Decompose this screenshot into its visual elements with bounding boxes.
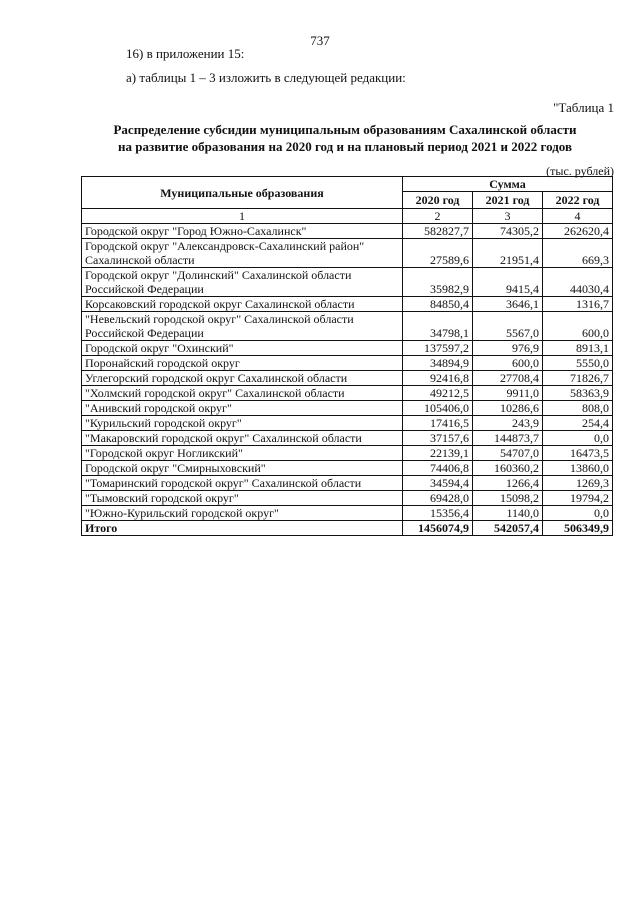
value-2021: 9415,4 (473, 268, 543, 297)
value-2022: 669,3 (543, 239, 613, 268)
intro-line-1: 16) в приложении 15: (126, 46, 245, 61)
value-2022: 0,0 (543, 431, 613, 446)
table-row (82, 297, 613, 312)
document-title (60, 121, 630, 155)
municipality-name: Поронайский городской округ (82, 356, 403, 371)
total-row (82, 521, 613, 536)
table-reference: "Таблица 1 (553, 100, 614, 115)
value-2022: 58363,9 (543, 386, 613, 401)
value-2021: 976,9 (473, 341, 543, 356)
subsidy-table (81, 176, 613, 536)
value-2020: 34894,9 (403, 356, 473, 371)
table-body (82, 224, 613, 536)
value-2022: 8913,1 (543, 341, 613, 356)
value-2021: 54707,0 (473, 446, 543, 461)
value-2020: 15356,4 (403, 506, 473, 521)
value-2020: 22139,1 (403, 446, 473, 461)
value-2020: 92416,8 (403, 371, 473, 386)
value-2021: 5567,0 (473, 312, 543, 341)
value-2021: 160360,2 (473, 461, 543, 476)
municipality-name: Городской округ "Охинский" (82, 341, 403, 356)
value-2020: 35982,9 (403, 268, 473, 297)
value-2021: 243,9 (473, 416, 543, 431)
municipality-name: Городской округ "Смирныховский" (82, 461, 403, 476)
title-line-2: на развитие образования на 2020 год и на плановый период 2021 и 2022 годов (118, 139, 572, 154)
table-row (82, 506, 613, 521)
table-row (82, 386, 613, 401)
total-2021: 542057,4 (473, 521, 543, 536)
value-2021: 10286,6 (473, 401, 543, 416)
value-2020: 17416,5 (403, 416, 473, 431)
value-2020: 34594,4 (403, 476, 473, 491)
value-2022: 44030,4 (543, 268, 613, 297)
municipality-name: "Холмский городской округ" Сахалинской области (82, 386, 403, 401)
value-2022: 13860,0 (543, 461, 613, 476)
column-index: 3 (473, 209, 543, 224)
header-year-2020: 2020 год (403, 192, 473, 209)
municipality-name: "Томаринский городской округ" Сахалинской области (82, 476, 403, 491)
municipality-name: "Макаровский городской округ" Сахалинской области (82, 431, 403, 446)
table-row (82, 401, 613, 416)
table-row (82, 268, 613, 297)
table-row (82, 461, 613, 476)
intro-line-2: а) таблицы 1 – 3 изложить в следующей редакции: (126, 70, 406, 85)
total-label: Итого (82, 521, 403, 536)
municipality-name: "Городской округ Ногликский" (82, 446, 403, 461)
municipality-name: "Южно-Курильский городской округ" (82, 506, 403, 521)
value-2021: 600,0 (473, 356, 543, 371)
value-2021: 9911,0 (473, 386, 543, 401)
table-row (82, 446, 613, 461)
municipality-name: "Анивский городской округ" (82, 401, 403, 416)
column-index: 2 (403, 209, 473, 224)
value-2020: 49212,5 (403, 386, 473, 401)
value-2021: 27708,4 (473, 371, 543, 386)
table-row (82, 476, 613, 491)
value-2022: 808,0 (543, 401, 613, 416)
value-2022: 19794,2 (543, 491, 613, 506)
header-municipality: Муниципальные образования (82, 177, 403, 209)
column-index: 1 (82, 209, 403, 224)
value-2020: 582827,7 (403, 224, 473, 239)
value-2022: 5550,0 (543, 356, 613, 371)
value-2021: 1140,0 (473, 506, 543, 521)
units-label: (тыс. рублей) (546, 164, 614, 178)
table-row (82, 341, 613, 356)
table-row (82, 356, 613, 371)
municipality-name: "Курильский городской округ" (82, 416, 403, 431)
total-2022: 506349,9 (543, 521, 613, 536)
value-2020: 74406,8 (403, 461, 473, 476)
value-2020: 105406,0 (403, 401, 473, 416)
table-row (82, 312, 613, 341)
value-2022: 600,0 (543, 312, 613, 341)
value-2021: 74305,2 (473, 224, 543, 239)
value-2022: 1269,3 (543, 476, 613, 491)
value-2021: 3646,1 (473, 297, 543, 312)
value-2022: 0,0 (543, 506, 613, 521)
value-2022: 1316,7 (543, 297, 613, 312)
value-2022: 16473,5 (543, 446, 613, 461)
table-row (82, 491, 613, 506)
municipality-name: "Невельский городской округ" Сахалинской области Российской Федерации (82, 312, 403, 341)
municipality-name: Городской округ "Город Южно-Сахалинск" (82, 224, 403, 239)
table-row (82, 416, 613, 431)
value-2022: 71826,7 (543, 371, 613, 386)
title-line-1: Распределение субсидии муниципальным образованиям Сахалинской области (113, 122, 577, 137)
value-2020: 27589,6 (403, 239, 473, 268)
value-2020: 137597,2 (403, 341, 473, 356)
total-2020: 1456074,9 (403, 521, 473, 536)
value-2020: 69428,0 (403, 491, 473, 506)
header-sum: Сумма (403, 177, 613, 192)
header-year-2021: 2021 год (473, 192, 543, 209)
municipality-name: Городской округ "Александровск-Сахалинский район" Сахалинской области (82, 239, 403, 268)
column-index: 4 (543, 209, 613, 224)
municipality-name: Городской округ "Долинский" Сахалинской области Российской Федерации (82, 268, 403, 297)
value-2020: 84850,4 (403, 297, 473, 312)
value-2021: 15098,2 (473, 491, 543, 506)
municipality-name: Корсаковский городской округ Сахалинской области (82, 297, 403, 312)
municipality-name: Углегорский городской округ Сахалинской области (82, 371, 403, 386)
table-row (82, 431, 613, 446)
value-2022: 262620,4 (543, 224, 613, 239)
value-2020: 34798,1 (403, 312, 473, 341)
table-row (82, 371, 613, 386)
value-2020: 37157,6 (403, 431, 473, 446)
value-2021: 144873,7 (473, 431, 543, 446)
table-row (82, 224, 613, 239)
value-2022: 254,4 (543, 416, 613, 431)
page-number: 737 (310, 33, 330, 48)
header-year-2022: 2022 год (543, 192, 613, 209)
municipality-name: "Тымовский городской округ" (82, 491, 403, 506)
value-2021: 1266,4 (473, 476, 543, 491)
value-2021: 21951,4 (473, 239, 543, 268)
table-row (82, 239, 613, 268)
